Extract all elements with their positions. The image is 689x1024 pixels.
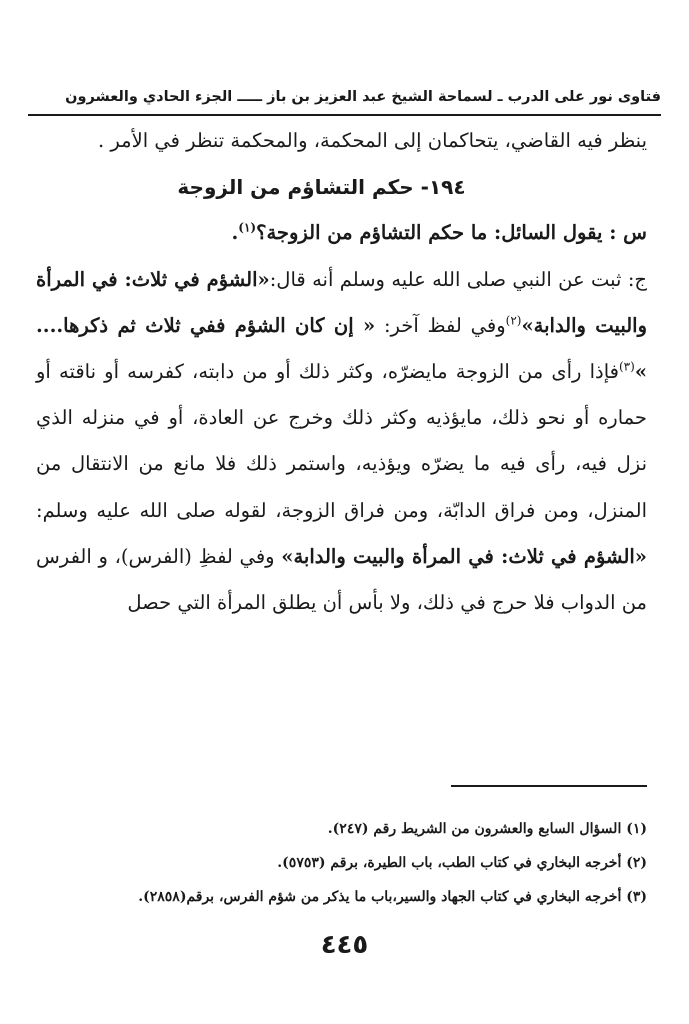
hadith-quote-2: « إن كان الشؤم ففي ثلاث ثم ذكرها.... » bbox=[36, 313, 647, 384]
question-text: س : يقول السائل: ما حكم التشاؤم من الزوجة؟ bbox=[256, 221, 647, 245]
answer-intro: ج: ثبت عن النبي صلى الله عليه وسلم أنه قال: bbox=[269, 267, 647, 291]
answer-paragraph bbox=[36, 257, 647, 627]
section-heading bbox=[36, 164, 647, 210]
question-paragraph bbox=[36, 210, 647, 256]
body-text bbox=[36, 118, 647, 626]
continuation-paragraph: ينظر فيه القاضي، يتحاكمان إلى المحكمة، والمحكمة تنظر في الأمر . bbox=[98, 129, 647, 152]
section-number: ١٩٤- bbox=[420, 175, 466, 200]
footnote-ref-2: (٢) bbox=[505, 313, 522, 328]
answer-body: فإذا رأى من الزوجة مايضرّه، وكثر ذلك أو من دابته، كفرسه أو ناقته أو حماره أو نحو ذلك، مايؤذيه وكثر ذلك وخرج عن العادة، أو في منزله الذي نزل فيه، رأى فيه ما يضرّه ويؤذيه، واستمر ذلك فلا مانع من الانتقال من المنزل، ومن فراق الدابّة، ومن فراق الزوجة، لقوله صلى الله عليه وسلم: bbox=[36, 360, 647, 522]
footnote-ref-3: (٣) bbox=[618, 359, 635, 374]
footnote-1: (١) السؤال السابع والعشرون من الشريط رقم (٢٤٧). bbox=[327, 821, 647, 837]
footnote-3: (٣) أخرجه البخاري في كتاب الجهاد والسير،باب ما يذكر من شؤم الفرس، برقم(٢٨٥٨). bbox=[138, 889, 647, 905]
page-number: ٤٤٥ bbox=[320, 930, 369, 960]
footnote-ref-1: (١) bbox=[238, 220, 257, 235]
answer-mid: وفي لفظ آخر: bbox=[375, 313, 506, 337]
footnotes bbox=[40, 812, 647, 914]
hadith-quote-1: «الشؤم في ثلاث: في المرأة والبيت والدابة» bbox=[36, 267, 647, 337]
running-header: فتاوى نور على الدرب ـ لسماحة الشيخ عبد العزيز بن باز ـــــ الجزء الحادي والعشرون bbox=[28, 80, 661, 116]
footnote-divider bbox=[451, 785, 647, 787]
question-end: . bbox=[231, 221, 239, 245]
hadith-quote-3: «الشؤم في ثلاث: في المرأة والبيت والدابة» bbox=[281, 544, 647, 568]
footnote-2: (٢) أخرجه البخاري في كتاب الطب، باب الطيرة، برقم (٥٧٥٣). bbox=[277, 855, 647, 871]
answer-end: وفي لفظِ (الفرس)، و الفرس من الدواب فلا حرج في ذلك، ولا بأس أن يطلق المرأة التي حصل bbox=[36, 544, 647, 615]
section-title: حكم التشاؤم من الزوجة bbox=[177, 175, 414, 200]
